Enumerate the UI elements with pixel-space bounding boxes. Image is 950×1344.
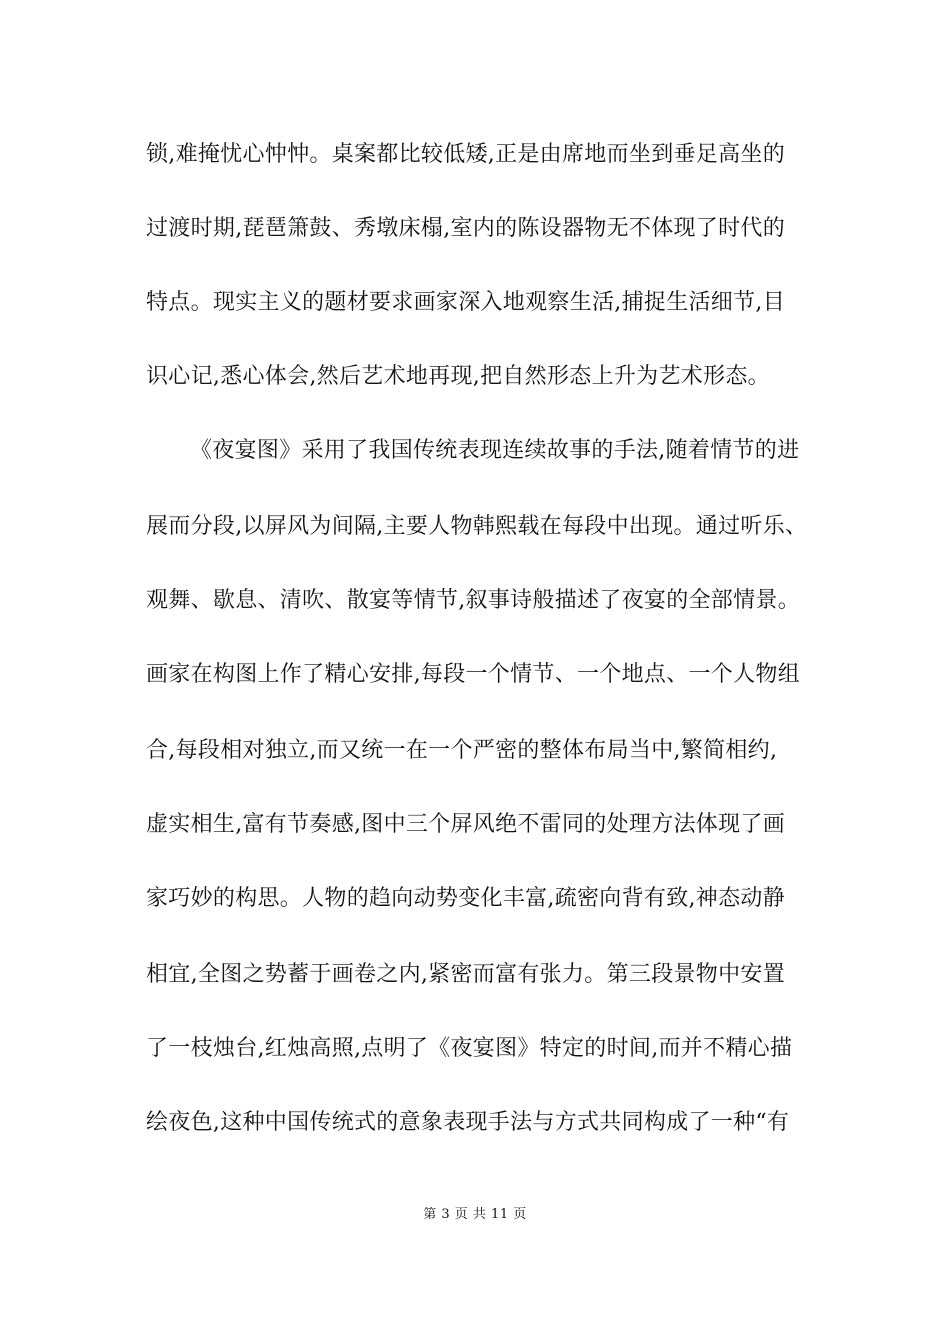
paragraph-line: 特点。现实主义的题材要求画家深入地观察生活,捕捉生活细节,目 <box>146 290 785 315</box>
paragraph-line: 过渡时期,琵琶箫鼓、秀墩床榻,室内的陈设器物无不体现了时代的 <box>146 216 785 241</box>
paragraph-line: 家巧妙的构思。人物的趋向动势变化丰富,疏密向背有致,神态动静 <box>146 886 785 911</box>
paragraph-line: 合,每段相对独立,而又统一在一个严密的整体布局当中,繁简相约, <box>146 738 778 763</box>
paragraph-line: 了一枝烛台,红烛高照,点明了《夜宴图》特定的时间,而并不精心描 <box>146 1036 793 1061</box>
paragraph-line: 虚实相生,富有节奏感,图中三个屏风绝不雷同的处理方法体现了画 <box>146 812 785 837</box>
paragraph-line: 观舞、歇息、清吹、散宴等情节,叙事诗般描述了夜宴的全部情景。 <box>146 588 800 613</box>
paragraph-line: 展而分段,以屏风为间隔,主要人物韩熙载在每段中出现。通过听乐、 <box>146 514 808 539</box>
paragraph-line: 锁,难掩忧心忡忡。桌案都比较低矮,正是由席地而坐到垂足高坐的 <box>146 142 785 167</box>
paragraph-line: 《夜宴图》采用了我国传统表现连续故事的手法,随着情节的进 <box>190 438 800 463</box>
paragraph-line: 绘夜色,这种中国传统式的意象表现手法与方式共同构成了一种“有 <box>146 1110 790 1135</box>
paragraph-line: 画家在构图上作了精心安排,每段一个情节、一个地点、一个人物组 <box>146 662 800 687</box>
paragraph-line: 相宜,全图之势蓄于画卷之内,紧密而富有张力。第三段景物中安置 <box>146 962 785 987</box>
page-number-footer: 第 3 页 共 11 页 <box>423 1207 527 1222</box>
paragraph-line: 识心记,悉心体会,然后艺术地再现,把自然形态上升为艺术形态。 <box>146 364 770 389</box>
